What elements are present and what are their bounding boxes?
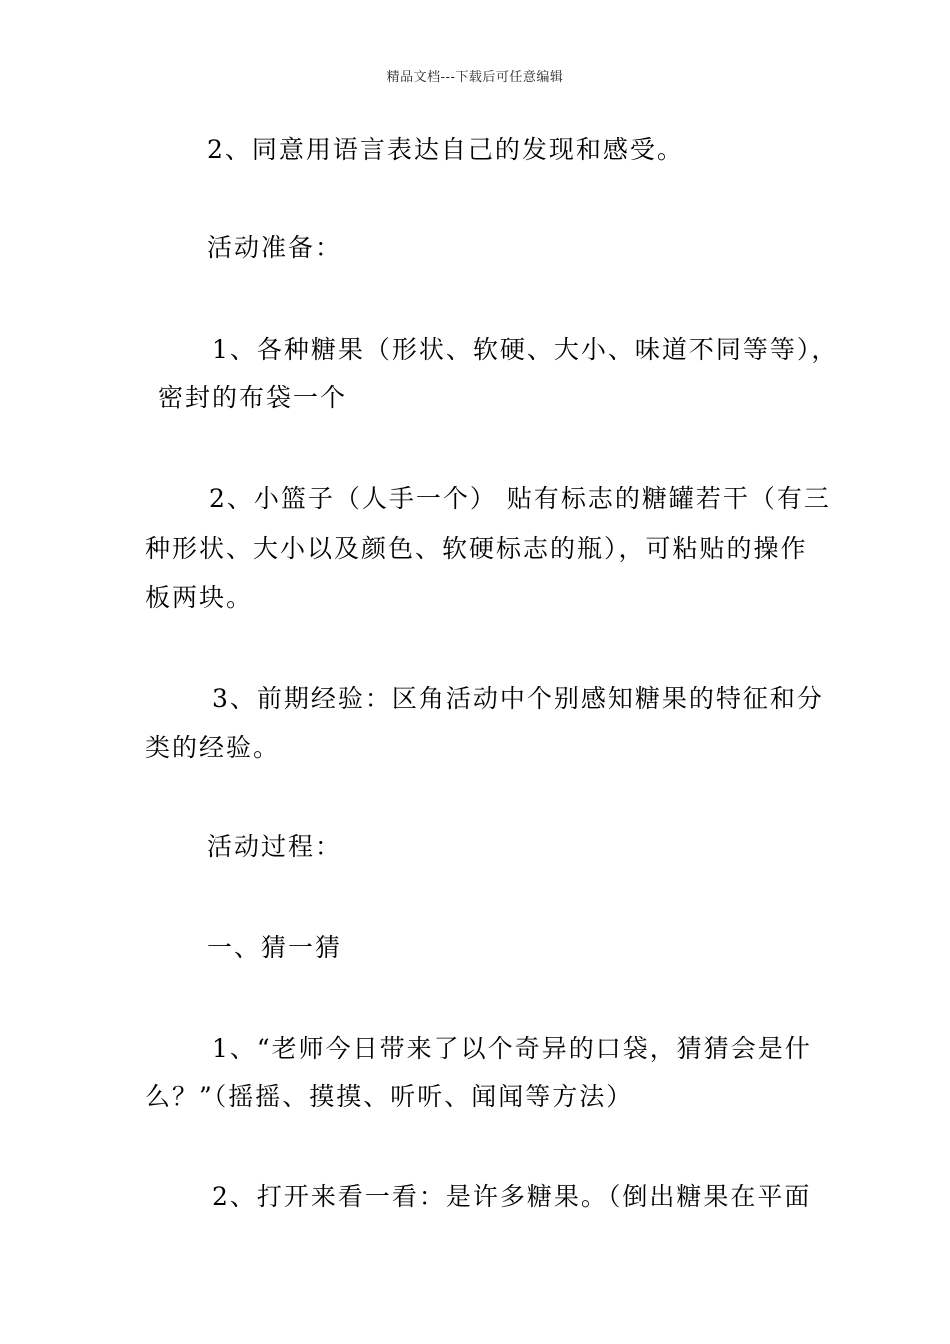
text-line-prep-2: 2、小篮子（人手一个） 贴有标志的糖罐若干（有三 [209,484,831,513]
text-line-step-1: 1、“老师今日带来了以个奇异的口袋，猜猜会是什 [212,1034,812,1063]
text-line-step-2: 2、打开来看一看：是许多糖果。（倒出糖果在平面 [212,1182,812,1211]
text-line-prep-3: 3、前期经验：区角活动中个别感知糖果的特征和分 [212,684,824,713]
text-line-prep-1: 1、各种糖果（形状、软硬、大小、味道不同等等）， [212,335,839,364]
text-line-prep-2-end: 板两块。 [145,583,254,612]
text-line-step-1-cont: 么？”（摇摇、摸摸、听听、闻闻等方法） [145,1082,634,1111]
page-header: 精品文档---下载后可任意编辑 [386,70,564,85]
text-line-preparation-heading: 活动准备： [207,233,343,262]
text-line-process-heading: 活动过程： [207,832,343,861]
text-line-prep-1-cont: 密封的布袋一个 [158,383,348,412]
text-line-prep-2-cont: 种形状、大小以及颜色、软硬标志的瓶），可粘贴的操作 [145,534,808,563]
text-line-objective-2: 2、同意用语言表达自己的发现和感受。 [207,135,684,164]
text-line-prep-3-cont: 类的经验。 [145,733,281,762]
text-line-section-1: 一、猜一猜 [207,933,343,962]
